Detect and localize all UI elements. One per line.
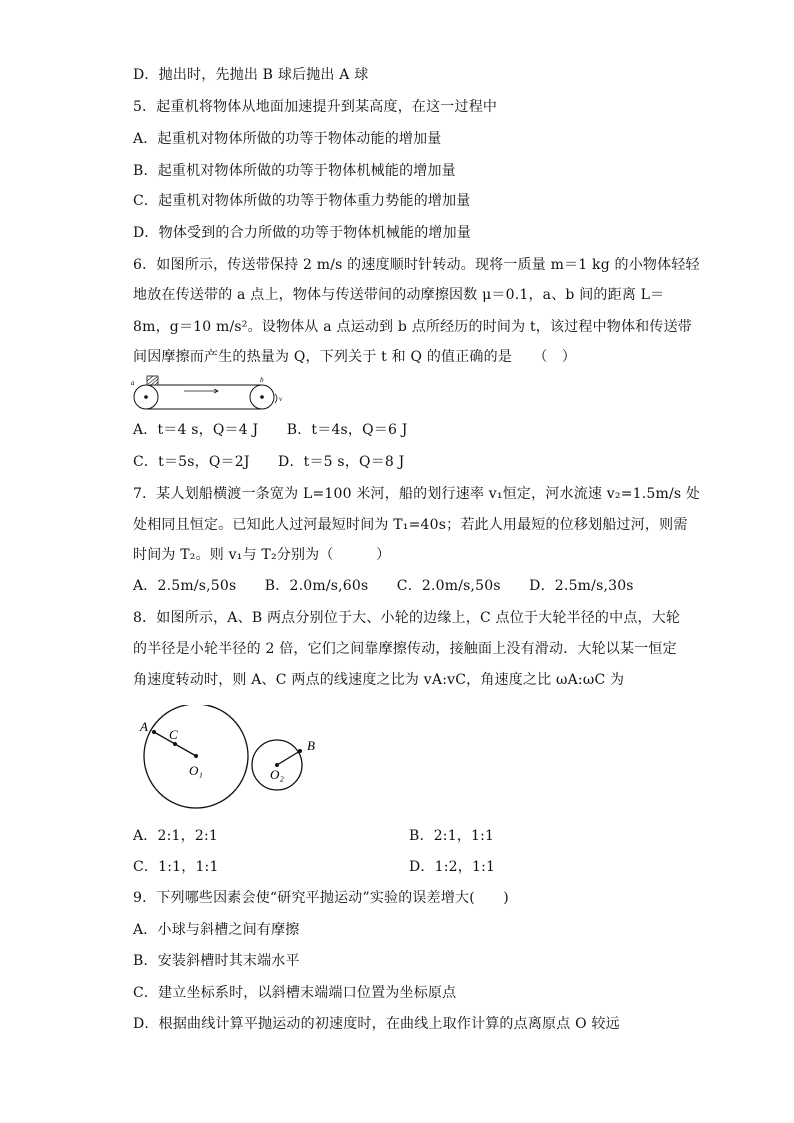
q8-option-a: A．2:1，2:1 (133, 828, 218, 844)
label-a: a (131, 379, 135, 387)
label-O2: O₂ (270, 767, 284, 782)
q7-options: A．2.5m/s,50s B．2.0m/s,60s C．2.0m/s,50s D．2.5m/s,30s (133, 578, 634, 594)
q6-stem-line1: 6．如图所示，传送带保持 2 m/s 的速度顺时针转动。现将一质量 m＝1 kg 的小物体轻轻 (133, 257, 700, 273)
q9-option-c: C．建立坐标系时，以斜槽末端端口位置为坐标原点 (133, 985, 457, 1001)
q9-option-a: A．小球与斜槽之间有摩擦 (133, 922, 300, 938)
small-wheel-radius (277, 751, 300, 765)
q8-stem-line1: 8．如图所示，A、B 两点分别位于大、小轮的边缘上，C 点位于大轮半径的中点，大轮 (133, 610, 681, 626)
q5-option-a: A．起重机对物体所做的功等于物体动能的增加量 (133, 131, 442, 147)
q5-option-b: B．起重机对物体所做的功等于物体机械能的增加量 (133, 163, 456, 179)
label-B: B (307, 738, 315, 753)
point-C-dot (173, 742, 177, 746)
left-pulley-axle (144, 395, 148, 399)
q5-option-d: D．物体受到的合力所做的功等于物体机械能的增加量 (133, 225, 472, 241)
q8-option-c: C．1:1，1:1 (133, 859, 219, 875)
q9-option-d: D．根据曲线计算平抛运动的初速度时，在曲线上取作计算的点离原点 O 较远 (133, 1016, 620, 1032)
right-pulley-axle (260, 395, 264, 399)
q5-option-c: C．起重机对物体所做的功等于物体重力势能的增加量 (133, 193, 471, 209)
q7-stem-line2: 处相同且恒定。已知此人过河最短时间为 T₁=40s；若此人用最短的位移划船过河，则需 (133, 517, 688, 533)
q8-stem-line3: 角速度转动时，则 A、C 两点的线速度之比为 vA:vC，角速度之比 ωA:ωC 为 (133, 672, 625, 688)
q4-option-d: D．抛出时，先抛出 B 球后抛出 A 球 (133, 67, 369, 83)
q5-stem: 5．起重机将物体从地面加速提升到某高度，在这一过程中 (133, 99, 498, 115)
label-C: C (169, 727, 178, 742)
q8-option-b: B．2:1，1:1 (409, 828, 495, 844)
q9-option-b: B．安装斜槽时其末端水平 (133, 953, 300, 969)
friction-wheels-figure (134, 705, 334, 811)
q7-stem-line3: 时间为 T₂。则 v₁与 T₂分别为（ ） (133, 547, 391, 563)
conveyor-belt-figure (128, 374, 288, 414)
rotation-arrow (275, 394, 277, 403)
q7-stem-line1: 7．某人划船横渡一条宽为 L=100 米河，船的划行速率 v₁恒定，河水流速 v₂=1.5m/s 处 (133, 486, 701, 502)
center-O1-dot (194, 754, 198, 758)
q8-option-d: D．1:2，1:1 (409, 859, 496, 875)
point-A-dot (152, 730, 156, 734)
q6-stem-line2: 地放在传送带的 a 点上，物体与传送带间的动摩擦因数 μ＝0.1，a、b 间的距离 L＝ (133, 287, 665, 303)
q9-stem: 9．下列哪些因素会使“研究平抛运动”实验的误差增大( ) (133, 890, 509, 906)
q6-options-row1: A．t＝4 s，Q＝4 J B．t＝4s，Q＝6 J (133, 422, 408, 438)
point-B-dot (298, 749, 302, 753)
label-A: A (140, 719, 148, 734)
label-O1: O₁ (189, 763, 203, 778)
q6-stem-line4: 间因摩擦而产生的热量为 Q，下列关于 t 和 Q 的值正确的是 （ ） (133, 349, 577, 365)
label-b: b (260, 376, 264, 384)
q8-stem-line2: 的半径是小轮半径的 2 倍，它们之间靠摩擦传动，接触面上没有滑动．大轮以某一恒定 (133, 641, 677, 657)
label-v: v (279, 395, 283, 403)
q6-options-row2: C．t＝5s，Q＝2J D．t＝5 s，Q＝8 J (133, 454, 405, 470)
q6-stem-line3: 8m，g＝10 m/s²。设物体从 a 点运动到 b 点所经历的时间为 t，该过程中物体和传送带 (133, 319, 692, 335)
